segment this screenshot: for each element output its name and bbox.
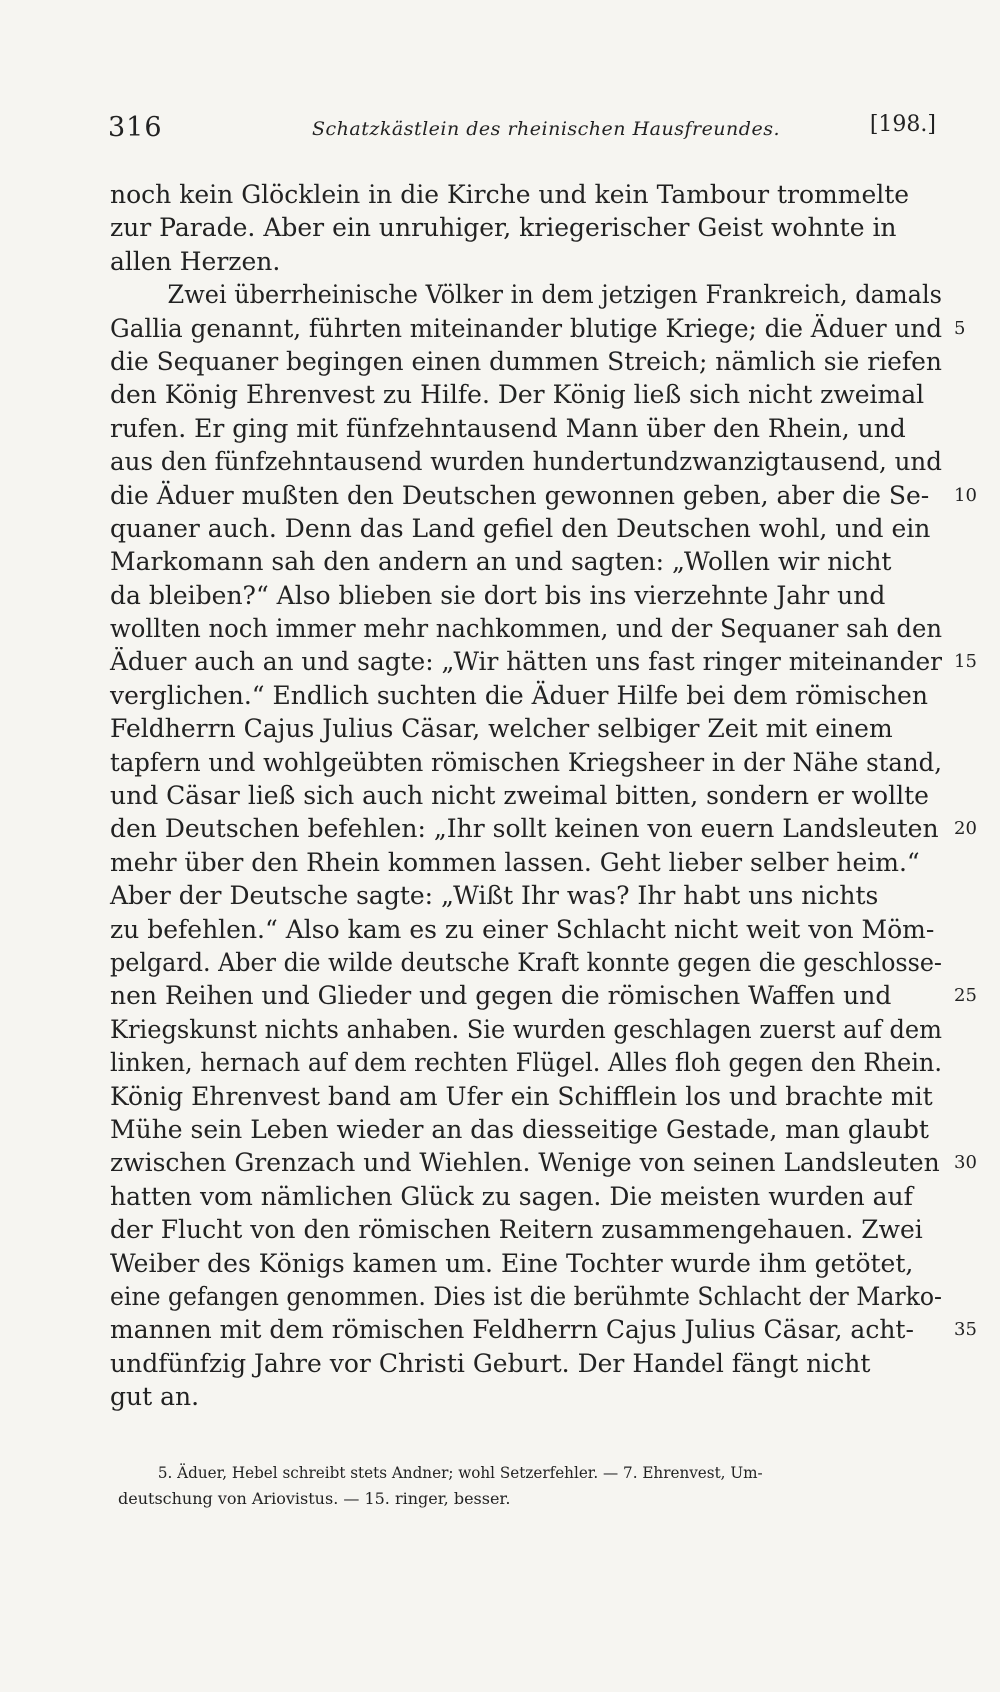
line-text: gut an. [110,1382,200,1412]
line-text: König Ehrenvest band am Ufer ein Schifflein los und brachte mit [110,1081,933,1111]
line-text: pelgard. Aber die wilde deutsche Kraft konnte gegen die geschlosse- [110,947,942,977]
line-number: 35 [954,1319,977,1341]
line-text: Mühe sein Leben wieder an das diesseitige Gestade, man glaubt [110,1114,929,1144]
line-number: 15 [954,651,977,673]
footnote-line: 5. Äduer, Hebel schreibt stets Andner; wohl Setzerfehler. — 7. Ehrenvest, Um- [157,1463,763,1482]
line-text: linken, hernach auf dem rechten Flügel. Alles floh gegen den Rhein. [110,1048,942,1078]
line-text: die Sequaner begingen einen dummen Streich; nämlich sie riefen [110,346,942,376]
line-text: aus den fünfzehntausend wurden hundertundzwanzigtausend, und [110,447,942,477]
text-line [110,479,977,512]
text-line [110,879,942,912]
page-number: 316 [108,112,163,143]
line-text: Feldherrn Cajus Julius Cäsar, welcher selbiger Zeit mit einem [110,714,893,744]
text-line [110,278,942,311]
line-text: da bleiben?“ Also blieben sie dort bis ins vierzehnte Jahr und [110,580,886,610]
text-line [110,412,942,445]
text-line [110,1313,977,1346]
line-text: quaner auch. Denn das Land gefiel den Deutschen wohl, und ein [110,513,931,543]
line-number: 20 [954,818,977,840]
text-line [110,979,977,1012]
text-line [110,545,942,578]
text-line [110,679,942,712]
footnote-line: deutschung von Ariovistus. — 15. ringer, besser. [118,1489,511,1508]
text-line [110,1113,942,1146]
text-line [110,746,942,779]
line-text: und Cäsar ließ sich auch nicht zweimal bitten, sondern er wollte [110,781,929,811]
text-line [110,211,942,244]
text-line [110,445,942,478]
line-text: Aber der Deutsche sagte: „Wißt Ihr was? Ihr habt uns nichts [110,881,879,911]
text-line [110,612,942,645]
line-text: mehr über den Rhein kommen lassen. Geht lieber selber heim.“ [110,847,920,877]
text-line [110,712,942,745]
page-header [108,112,936,152]
text-line [110,1280,942,1313]
line-text: den Deutschen befehlen: „Ihr sollt keinen von euern Landsleuten [110,814,939,844]
text-line [110,846,942,879]
line-text: rufen. Er ging mit fünfzehntausend Mann über den Rhein, und [110,413,906,443]
line-text: Zwei überrheinische Völker in dem jetzigen Frankreich, damals [167,280,942,310]
text-line [110,1180,942,1213]
text-line [110,378,942,411]
line-number: 5 [954,317,966,339]
line-text: wollten noch immer mehr nachkommen, und der Sequaner sah den [110,614,943,644]
text-line [110,512,942,545]
line-text: Markomann sah den andern an und sagten: „Wollen wir nicht [110,547,892,577]
text-line [110,645,977,678]
line-text: mannen mit dem römischen Feldherrn Cajus Julius Cäsar, acht- [110,1315,914,1345]
text-line [110,245,942,278]
line-number: 10 [954,484,977,506]
line-text: zur Parade. Aber ein unruhiger, kriegerischer Geist wohnte in [110,213,897,243]
text-line [110,946,942,979]
line-text: eine gefangen genommen. Dies ist die berühmte Schlacht der Marko- [110,1281,942,1311]
body-text [110,178,977,1413]
line-text: den König Ehrenvest zu Hilfe. Der König ließ sich nicht zweimal [110,380,925,410]
text-line [110,1013,942,1046]
text-line [110,1247,942,1280]
text-line [110,1146,977,1179]
text-line [110,1213,942,1246]
line-number: 30 [954,1152,977,1174]
text-line [110,178,942,211]
footnotes [118,1460,938,1512]
text-line [110,312,966,345]
line-text: nen Reihen und Glieder und gegen die römischen Waffen und [110,981,892,1011]
text-line [110,345,942,378]
line-text: allen Herzen. [110,246,281,276]
line-text: zu befehlen.“ Also kam es zu einer Schlacht nicht weit von Möm- [110,914,935,944]
text-line [110,1380,942,1413]
line-text: noch kein Glöcklein in die Kirche und kein Tambour trommelte [110,180,910,209]
line-text: hatten vom nämlichen Glück zu sagen. Die meisten wurden auf [110,1181,913,1211]
section-mark: [198.] [869,112,936,137]
line-text: undfünfzig Jahre vor Christi Geburt. Der Handel fängt nicht [110,1348,871,1378]
text-line [110,1080,942,1113]
text-line [110,579,942,612]
text-line [110,1347,942,1380]
text-line [110,779,942,812]
line-text: Kriegskunst nichts anhaben. Sie wurden geschlagen zuerst auf dem [110,1014,943,1044]
line-text: der Flucht von den römischen Reitern zusammengehauen. Zwei [110,1215,923,1245]
text-line [110,913,942,946]
text-line [110,1046,942,1079]
text-line [110,812,977,845]
line-text: zwischen Grenzach und Wiehlen. Wenige von seinen Landsleuten [110,1148,940,1178]
line-text: Gallia genannt, führten miteinander blutige Kriege; die Äduer und [110,313,943,343]
line-text: Weiber des Königs kamen um. Eine Tochter wurde ihm getötet, [110,1248,914,1278]
line-text: verglichen.“ Endlich suchten die Äduer Hilfe bei dem römischen [110,680,928,710]
running-title: Schatzkästlein des rheinischen Hausfreundes. [312,118,780,140]
line-number: 25 [954,985,977,1007]
line-text: Äduer auch an und sagte: „Wir hätten uns fast ringer miteinander [110,647,943,677]
line-text: die Äduer mußten den Deutschen gewonnen geben, aber die Se- [110,480,930,510]
line-text: tapfern und wohlgeübten römischen Kriegsheer in der Nähe stand, [110,747,942,777]
